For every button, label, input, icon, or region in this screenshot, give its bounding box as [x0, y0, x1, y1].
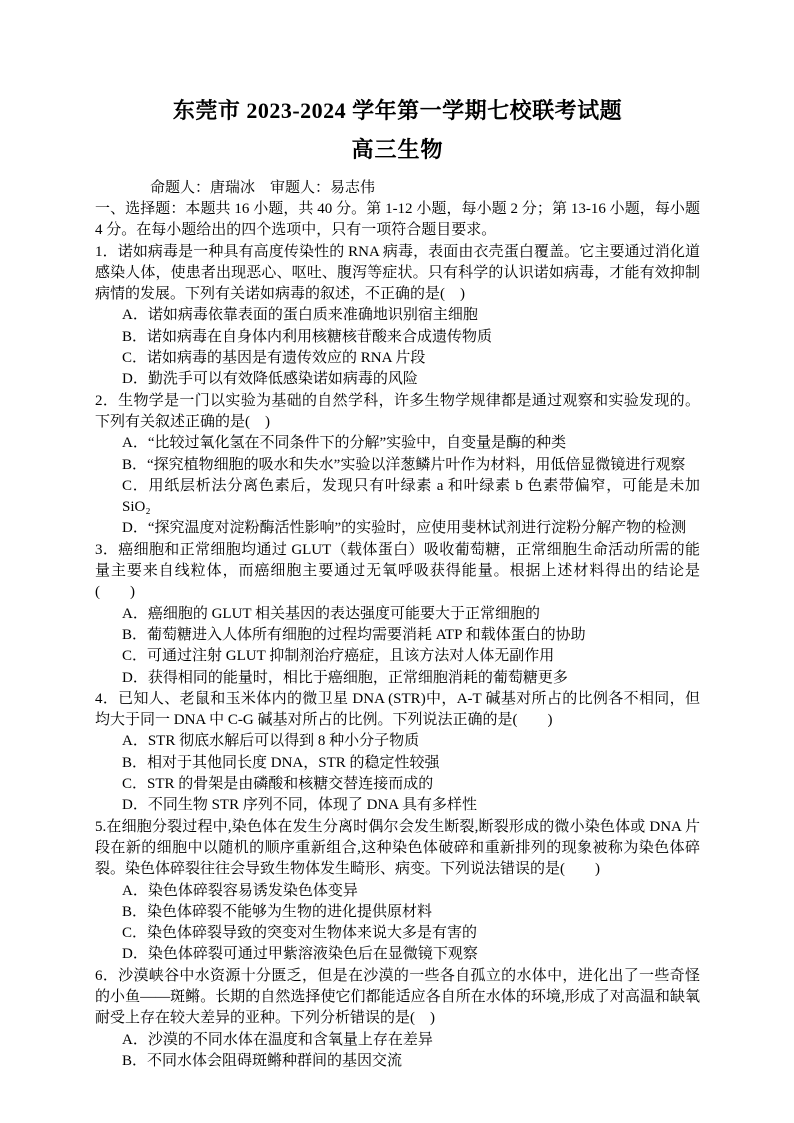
question-2-option-c: C．用纸层析法分离色素后，发现只有叶绿素 a 和叶绿素 b 色素带偏窄，可能是未加 SiO₂ — [122, 477, 700, 516]
question-6 — [95, 966, 700, 1072]
question-5-stem: 5.在细胞分裂过程中,染色体在发生分离时偶尔会发生断裂,断裂形成的微小染色体或 DNA 片段在新的细胞中以随机的顺序重新组合,这种染色体破碎和重新排列的现象被称为染色体碎裂。染色体碎裂往往会导致生物体发生畸形、病变。下列说法错误的是( ) — [95, 818, 700, 878]
question-3 — [95, 540, 700, 689]
question-2-option-d: D．“探究温度对淀粉酶活性影响”的实验时，应使用斐林试剂进行淀粉分解产物的检测 — [122, 520, 687, 537]
question-3-option-b: B．葡萄糖进入人体所有细胞的过程均需要消耗 ATP 和载体蛋白的协助 — [122, 626, 586, 643]
exam-title: 东莞市 2023-2024 学年第一学期七校联考试题 — [172, 98, 623, 123]
question-6-option-b: B．不同水体会阻碍斑鳉种群间的基因交流 — [122, 1052, 403, 1069]
question-5 — [95, 817, 700, 966]
question-4 — [95, 689, 700, 817]
question-3-option-a: A．癌细胞的 GLUT 相关基因的表达强度可能要大于正常细胞的 — [122, 605, 541, 622]
question-3-option-d: D．获得相同的能量时，相比于癌细胞，正常细胞消耗的葡萄糖更多 — [122, 669, 568, 686]
question-4-option-c: C．STR 的骨架是由磷酸和核糖交替连接而成的 — [122, 776, 434, 793]
question-4-option-d: D．不同生物 STR 序列不同，体现了 DNA 具有多样性 — [122, 797, 478, 814]
question-5-option-a: A．染色体碎裂容易诱发染色体变异 — [122, 882, 358, 899]
question-4-stem: 4．已知人、老鼠和玉米体内的微卫星 DNA (STR)中，A-T 碱基对所占的比例各不相同，但均大于同一 DNA 中 C-G 碱基对所占的比例。下列说法正确的是( ) — [95, 690, 700, 729]
question-1-option-d: D．勤洗手可以有效降低感染诺如病毒的风险 — [122, 371, 418, 388]
question-6-option-a: A．沙漠的不同水体在温度和含氧量上存在差异 — [122, 1031, 433, 1048]
question-5-option-d: D．染色体碎裂可通过甲紫溶液染色后在显微镜下观察 — [122, 946, 478, 963]
question-3-option-c: C．可通过注射 GLUT 抑制剂治疗癌症，且该方法对人体无副作用 — [122, 648, 555, 665]
question-5-option-b: B．染色体碎裂不能够为生物的进化提供原材料 — [122, 903, 433, 920]
question-6-stem: 6．沙漠峡谷中水资源十分匮乏，但是在沙漠的一些各自孤立的水体中，进化出了一些奇怪的小鱼——斑鳉。长期的自然选择使它们都能适应各自所在水体的环境,形成了对高温和缺氧耐受上存在较大差异的亚种。下列分析错误的是( ) — [95, 967, 700, 1027]
question-1-stem: 1．诺如病毒是一种具有高度传染性的 RNA 病毒，表面由衣壳蛋白覆盖。它主要通过消化道感染人体，使患者出现恶心、呕吐、腹泻等症状。只有科学的认识诺如病毒，才能有效抑制病情的发展。下列有关诺如病毒的叙述，不正确的是( ) — [95, 243, 700, 303]
exam-subject: 高三生物 — [351, 137, 444, 162]
question-2-stem: 2．生物学是一门以实验为基础的自然学科，许多生物学规律都是通过观察和实验发现的。下列有关叙述正确的是( ) — [95, 392, 700, 430]
exam-authors: 命题人：唐瑞冰 审题人：易志伟 — [150, 180, 376, 196]
question-2-option-a: A．“比较过氧化氢在不同条件下的分解”实验中，自变量是酶的种类 — [122, 435, 567, 452]
question-2-option-b: B．“探究植物细胞的吸水和失水”实验以洋葱鳞片叶作为材料，用低倍显微镜进行观察 — [122, 456, 686, 473]
question-4-option-b: B．相对于其他同长度 DNA，STR 的稳定性较强 — [122, 754, 440, 771]
question-1-option-c: C．诺如病毒的基因是有遗传效应的 RNA 片段 — [122, 350, 426, 367]
section-intro: 一、选择题：本题共 16 小题，共 40 分。第 1-12 小题，每小题 2 分；第 13-16 小题，每小题 4 分。在每小题给出的四个选项中，只有一项符合题目要求。 — [95, 201, 700, 239]
question-5-option-c: C．染色体碎裂导致的突变对生物体来说大多是有害的 — [122, 925, 478, 942]
question-1-option-a: A．诺如病毒依靠表面的蛋白质来准确地识别宿主细胞 — [122, 307, 478, 324]
question-2 — [95, 391, 700, 540]
question-1-option-b: B．诺如病毒在自身体内利用核糖核苷酸来合成遗传物质 — [122, 328, 493, 345]
question-4-option-a: A．STR 彻底水解后可以得到 8 种小分子物质 — [122, 733, 420, 750]
question-1 — [95, 242, 700, 391]
question-3-stem: 3．癌细胞和正常细胞均通过 GLUT（载体蛋白）吸收葡萄糖，正常细胞生命活动所需的能量主要来自线粒体，而癌细胞主要通过无氧呼吸获得能量。根据上述材料得出的结论是( ) — [95, 541, 700, 601]
